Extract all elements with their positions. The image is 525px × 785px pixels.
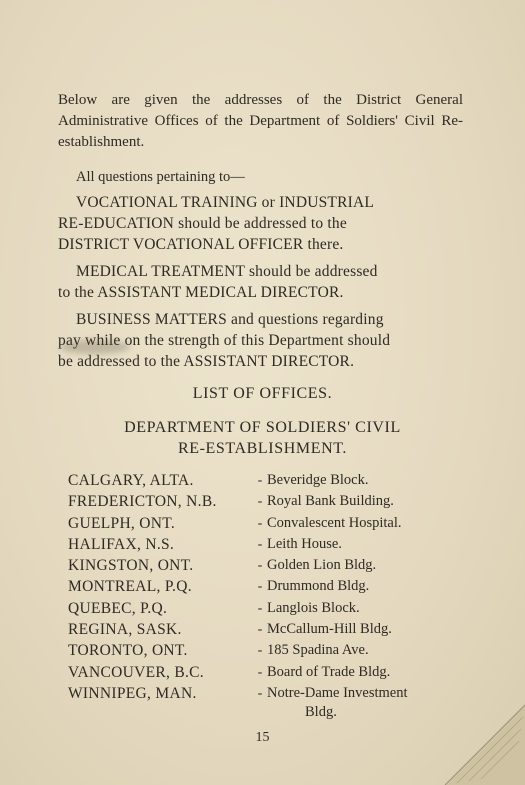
office-address-text: Langlois Block. [267,599,360,616]
office-separator: - [257,622,263,638]
office-city: VANCOUVER, B.C. [68,663,204,681]
office-city: GUELPH, ONT. [68,514,176,532]
office-address [267,640,369,661]
office-address-text: Notre-Dame Investment [267,684,408,701]
office-city: QUEBEC, P.Q. [68,599,168,617]
medical-line-1: MEDICAL TREATMENT should be addressed [76,263,378,280]
department-heading-line-1: DEPARTMENT OF SOLDIERS' CIVIL [124,419,401,436]
office-address-text: Board of Trade Bldg. [267,663,391,680]
office-address-text: 185 Spadina Ave. [267,642,369,659]
business-line-3: be addressed to the ASSISTANT DIRECTOR. [58,353,355,370]
vocational-paragraph [58,192,463,255]
office-row [68,555,488,576]
intro-section [58,90,463,372]
office-row [68,619,488,640]
vocational-line-2: RE-EDUCATION should be addressed to the [58,215,347,232]
office-separator: - [257,558,263,574]
office-row [68,491,488,512]
office-city: TORONTO, ONT. [68,642,188,660]
office-row [68,662,488,683]
office-address [267,662,390,683]
office-address-text: Drummond Bldg. [267,578,370,595]
office-address-continued: Bldg. [305,703,337,720]
office-address-text: Beveridge Block. [267,472,369,488]
office-separator: - [257,579,263,595]
office-address [267,598,360,619]
office-city: HALIFAX, N.S. [68,535,175,553]
offices-list [68,470,488,722]
office-address [267,555,376,576]
office-row [68,598,488,619]
office-address-text: Convalescent Hospital. [267,514,402,531]
business-paragraph [58,309,463,372]
office-city: MONTREAL, P.Q. [68,578,192,596]
office-separator: - [257,473,263,488]
vocational-line-3: DISTRICT VOCATIONAL OFFICER there. [58,236,344,253]
business-line-2: pay while on the strength of this Department should [58,332,391,349]
office-row [68,534,488,555]
office-address [267,534,342,555]
list-heading: LIST OF OFFICES. [192,385,333,402]
office-separator: - [257,600,263,616]
office-city: KINGSTON, ONT. [68,557,194,575]
ink-smudge [60,340,130,354]
office-separator: - [257,494,263,510]
office-address [267,576,369,597]
office-address [267,513,402,534]
office-address-text: Royal Bank Building. [267,493,394,510]
business-line-1: BUSINESS MATTERS and questions regarding [76,311,384,328]
vocational-line-1: VOCATIONAL TRAINING or INDUSTRIAL [76,194,375,211]
office-address-text: McCallum-Hill Bldg. [267,621,392,638]
office-address [267,470,368,491]
office-separator: - [257,536,263,552]
office-city: WINNIPEG, MAN. [68,684,197,702]
office-row [68,576,488,597]
questions-line: All questions pertaining to— [76,169,245,185]
office-address-text: Golden Lion Bldg. [267,557,377,574]
office-address [267,619,392,640]
office-row [68,640,488,661]
office-row [68,683,488,722]
medical-paragraph [58,261,463,303]
office-row [68,513,488,534]
office-city: CALGARY, ALTA. [68,472,194,489]
office-separator: - [257,664,263,680]
intro-lead: Below are given the addresses of the District General Administrative Offices of the Department of Soldiers' Civil Re-establishment. [58,92,463,150]
office-row [68,470,488,491]
curled-corner-icon [435,695,525,785]
office-address-text: Leith House. [267,535,342,552]
office-city: REGINA, SASK. [68,621,182,639]
medical-line-2: to the ASSISTANT MEDICAL DIRECTOR. [58,284,344,301]
department-heading-line-2: RE-ESTABLISHMENT. [177,440,348,457]
page-number: 15 [255,730,270,745]
office-separator: - [257,515,263,531]
office-city: FREDERICTON, N.B. [68,493,217,511]
office-address [267,491,394,512]
office-separator: - [257,685,263,701]
office-separator: - [257,643,263,659]
